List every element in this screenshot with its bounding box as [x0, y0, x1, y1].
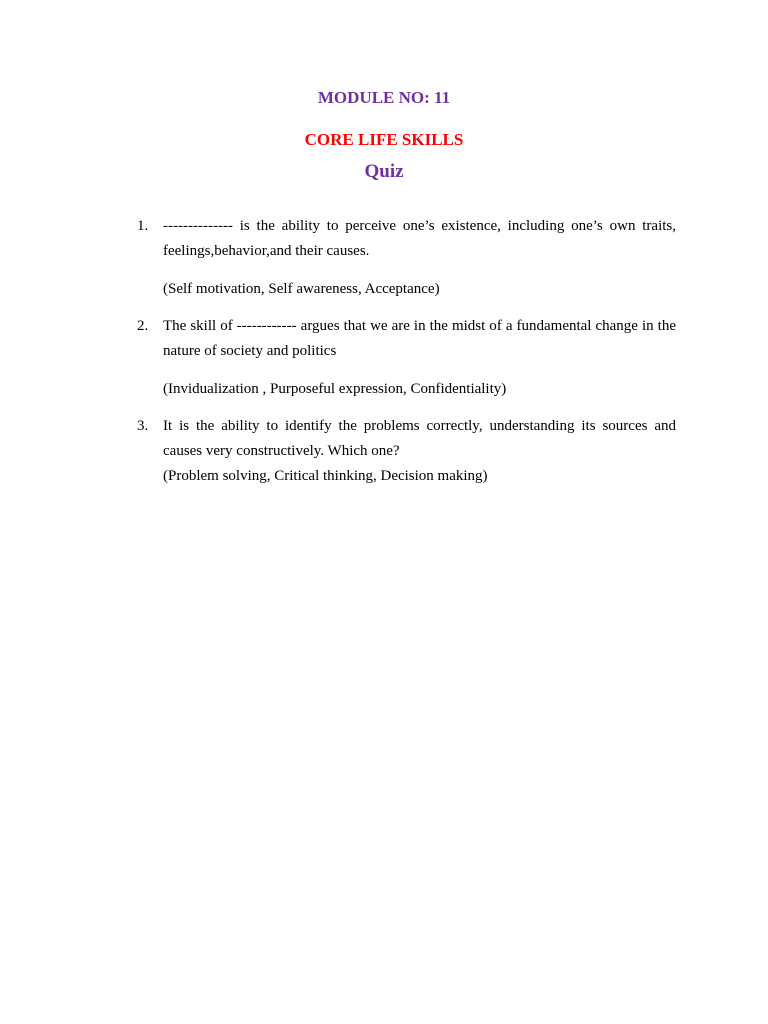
question-text: It is the ability to identify the problems correctly, understanding its sources and causes very constructively. Which one? — [163, 418, 676, 459]
question-options: (Invidualization , Purposeful expression, Confidentiality) — [163, 381, 507, 397]
question-options: (Self motivation, Self awareness, Acceptance) — [163, 281, 440, 297]
question-options: (Problem solving, Critical thinking, Decision making) — [163, 468, 488, 484]
question-list — [137, 214, 676, 489]
question-item — [137, 414, 676, 489]
question-number: 3. — [137, 418, 149, 434]
question-item — [137, 214, 676, 302]
question-text: -------------- is the ability to perceive one’s existence, including one’s own traits, feelings,behavior,and their causes. — [163, 218, 676, 259]
question-item — [137, 314, 676, 402]
subject-heading: CORE LIFE SKILLS — [304, 130, 464, 149]
module-number-heading: MODULE NO: 11 — [317, 88, 451, 107]
question-number: 1. — [137, 218, 149, 234]
question-number: 2. — [137, 318, 149, 334]
quiz-title: Quiz — [364, 161, 404, 182]
question-text: The skill of ------------ argues that we are in the midst of a fundamental change in the nature of society and politics — [163, 318, 676, 359]
